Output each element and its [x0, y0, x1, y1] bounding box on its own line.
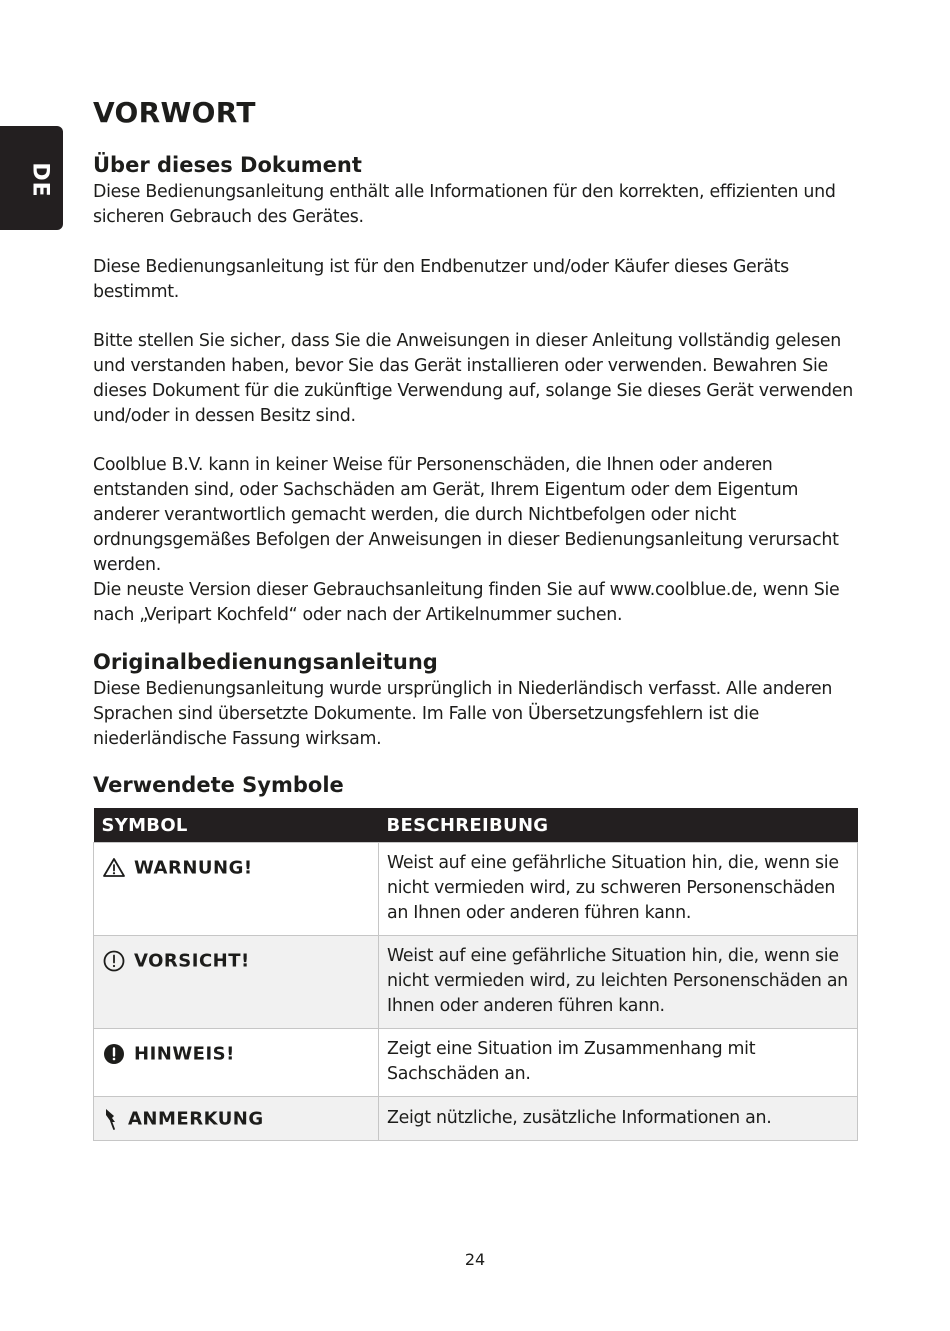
symbol-cell [94, 936, 379, 1029]
table-row [94, 843, 858, 936]
section-heading-symbols: Verwendete Symbole [93, 773, 344, 797]
caution-circle-icon [102, 949, 126, 973]
column-header-symbol: SYMBOL [94, 808, 379, 843]
original-paragraph: Diese Bedienungsanleitung wurde ursprünglich in Niederländisch verfasst. Alle anderen Sprachen sind übersetzte Dokumente. Im Falle von Übersetzungsfehlern ist die niederländische Fassung wirksam. [93, 679, 833, 749]
symbol-label: VORSICHT! [134, 950, 250, 972]
about-paragraph-3: Bitte stellen Sie sicher, dass Sie die Anweisungen in dieser Anleitung vollständig gelesen und verstanden haben, bevor Sie das Gerät installieren oder verwenden. Bewahren Sie dieses Dokument für die zukünftige Verwendung auf, solange Sie dieses Gerät verwenden und/oder in dessen Besitz sind. [93, 331, 853, 426]
page-title: VORWORT [93, 96, 256, 129]
symbol-label: HINWEIS! [134, 1043, 235, 1065]
symbol-label: WARNUNG! [134, 857, 253, 879]
description-cell: Zeigt eine Situation im Zusammenhang mit Sachschäden an. [379, 1029, 858, 1097]
symbols-table [93, 808, 858, 1141]
page-number: 24 [464, 1250, 486, 1269]
language-tab-label: DE [27, 162, 53, 198]
table-row [94, 936, 858, 1029]
table-row [94, 1029, 858, 1097]
symbol-cell [94, 1097, 379, 1141]
table-row [94, 1097, 858, 1141]
symbol-label: ANMERKUNG [128, 1108, 264, 1130]
about-paragraph-2: Diese Bedienungsanleitung ist für den Endbenutzer und/oder Käufer dieses Geräts bestimmt. [93, 257, 789, 302]
description-cell: Weist auf eine gefährliche Situation hin, die, wenn sie nicht vermieden wird, zu schweren Personenschäden an Ihnen oder anderen führen kann. [379, 843, 858, 936]
symbol-cell [94, 1029, 379, 1097]
symbol-cell [94, 843, 379, 936]
notice-filled-circle-icon [102, 1042, 126, 1066]
description-cell: Weist auf eine gefährliche Situation hin, die, wenn sie nicht vermieden wird, zu leichten Personenschäden an Ihnen oder anderen führen kann. [379, 936, 858, 1029]
table-header-row [94, 808, 858, 843]
about-paragraph-5: Die neuste Version dieser Gebrauchsanleitung finden Sie auf www.coolblue.de, wenn Sie nach „Veripart Kochfeld“ oder nach der Artikelnummer suchen. [93, 580, 840, 625]
language-tab [0, 126, 63, 230]
about-paragraph-4: Coolblue B.V. kann in keiner Weise für Personenschäden, die Ihnen oder anderen entstanden sind, oder Sachschäden am Gerät, Ihrem Eigentum oder dem Eigentum anderer verantwortlich gemacht werden, die durch Nichtbefolgen oder nicht ordnungsgemäßes Befolgen der Anweisungen in dieser Bedienungsanleitung verursacht werden. [93, 455, 839, 575]
description-cell: Zeigt nützliche, zusätzliche Informationen an. [379, 1097, 858, 1141]
about-paragraph-1: Diese Bedienungsanleitung enthält alle Informationen für den korrekten, effizienten und sicheren Gebrauch des Gerätes. [93, 182, 836, 227]
column-header-description: BESCHREIBUNG [379, 808, 858, 843]
pushpin-icon [102, 1107, 120, 1131]
section-heading-about: Über dieses Dokument [93, 153, 362, 177]
section-heading-original: Originalbedienungsanleitung [93, 650, 438, 674]
warning-triangle-icon [102, 856, 126, 880]
